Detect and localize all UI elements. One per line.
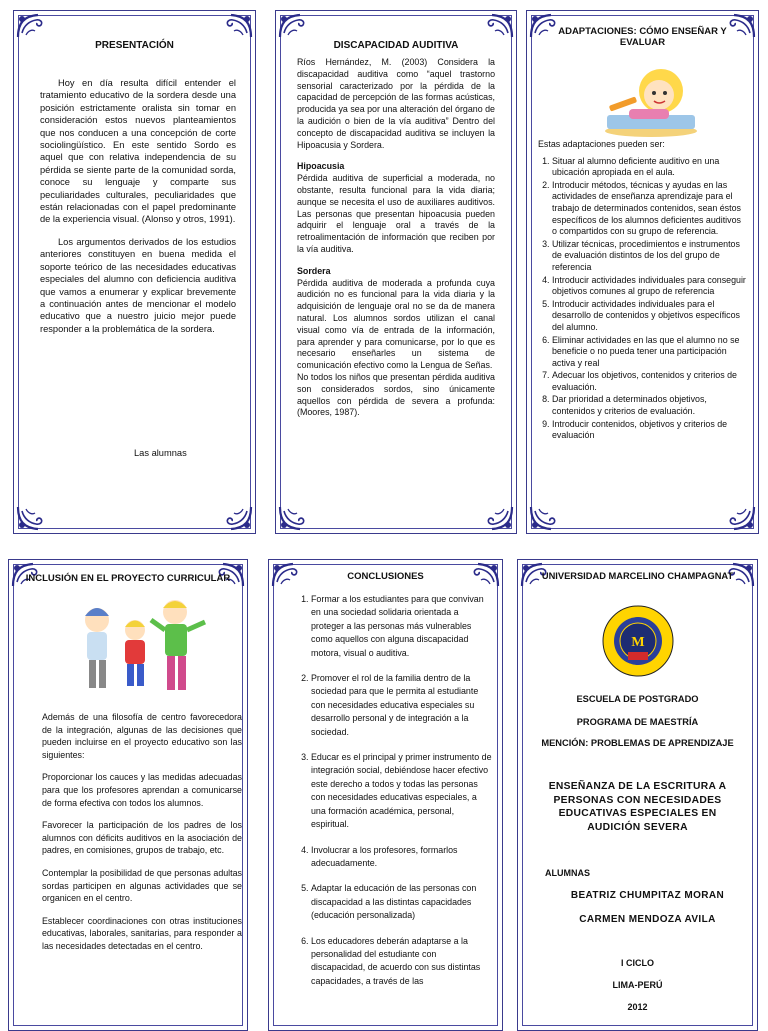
paragraph: Hoy en día resulta difícil entender el tratamiento educativo de la sordera desde una posición estrictamente oralista sin tomar en consideración estos nuevos planteamientos que nos conducen a una concepción de corte sociolingüístico. En este sentido Sordo es aquel que con relativa independencia de su pérdida se siente parte de la comunidad sorda, conoce su lenguaje y comparte sus peculiaridades culturales, peculiaridades que están relacionadas con el papel predominante de la experiencia visual. (Alonso y otros, 1991). — [40, 78, 236, 225]
panel-inclusion — [8, 559, 248, 1031]
panel-title: PRESENTACIÓN — [95, 40, 174, 51]
mention: MENCIÓN: PROBLEMAS DE APRENDIZAJE — [541, 738, 734, 748]
list-item: 5. Introducir actividades individuales para el desarrollo de contenidos y objetivos específicos del alumno. — [552, 299, 746, 334]
adaptaciones-list — [538, 139, 746, 443]
program-name: PROGRAMA DE MAESTRÍA — [576, 717, 699, 727]
panel-title: INCLUSIÓN EN EL PROYECTO CURRICULAR — [25, 573, 231, 584]
children-illustration — [67, 590, 215, 700]
list-item: 7. Adecuar los objetivos, contenidos y criterios de evaluación. — [552, 370, 746, 393]
list-item: 4. Introducir actividades individuales para conseguir objetivos comunes al grupo de referencia — [552, 275, 746, 298]
paragraph: No todos los niños que presentan pérdida auditiva son considerados sordos, sino únicamente aquellos con pérdida de severa a profunda: (Moores, 1987). — [297, 371, 495, 418]
ornament-corner — [16, 505, 48, 531]
list-item: 1. Situar al alumno deficiente auditivo en una ubicación apropiada en el aula. — [552, 156, 746, 179]
paragraph: Además de una filosofía de centro favorecedora de la integración, algunas de las decisiones que pueden incluirse en el proyecto educativo son las siguientes: — [42, 712, 242, 760]
student-name: BEATRIZ CHUMPITAZ MORAN — [570, 890, 725, 901]
numbered-list — [538, 156, 746, 442]
panel-discapacidad-auditiva — [275, 10, 517, 534]
ornament-corner — [724, 505, 756, 531]
list-item: 8. Dar prioridad a determinados objetivos, contenidos y criterios de evaluación. — [552, 394, 746, 417]
school-name: ESCUELA DE POSTGRADO — [576, 694, 699, 704]
year: 2012 — [627, 1002, 648, 1012]
ornament-corner — [221, 505, 253, 531]
paragraph: Los argumentos derivados de los estudios anteriores constituyen en buena medida el soporte teórico de las necesidades educativas especiales del alumno con deficiencia auditiva que vamos a enumerar y explicar brevemente a continuación antes de mencionar el modelo educativo que a nuestro juicio mejor puede responder a la problemática de la sordera. — [40, 236, 236, 334]
paragraph: Pérdida auditiva de moderada a profunda cuya audición no es funcional para la vida diaria y la adquisición de lenguaje oral no se da de manera natural. Los alumnos sordos utilizan el canal visual como vía de entrada de la información, para aprender y para comunicarse, por lo que es necesario enseñarles un sistema de comunicación efectivo como la Lengua de Señas. — [297, 277, 495, 371]
panel-adaptaciones — [526, 10, 759, 534]
thesis-title: ENSEÑANZA DE LA ESCRITURA A PERSONAS CON NECESIDADES EDUCATIVAS ESPECIALES EN AUDICIÓN SEVERA — [548, 781, 727, 833]
list-item: 1. Formar a los estudiantes para que convivan en una sociedad solidaria orientada a proteger a las personas más vulnerables como aquellos con alguna discapacidad motora, visual o auditiva. — [311, 593, 492, 660]
paragraph: Proporcionar los cauces y las medidas adecuadas para que los profesores aprendan a comunicarse de forma efectiva con todos los alumnos. — [42, 772, 242, 808]
list-item: 4. Involucrar a los profesores, formarlos adecuadamente. — [311, 844, 492, 871]
paragraph: Contemplar la posibilidad de que personas adultas sordas participen en algunas actividades que se organicen en el centro. — [42, 867, 242, 904]
list-item: 3. Utilizar técnicas, procedimientos e instrumentos de evaluación distintos de los del grupo de referencia — [552, 239, 746, 274]
university-name: UNIVERSIDAD MARCELINO CHAMPAGNAT — [541, 571, 734, 581]
students-label: ALUMNAS — [545, 868, 590, 878]
cycle: I CICLO — [621, 958, 654, 968]
paragraph: Establecer coordinaciones con otras instituciones educativas, laborales, sanitarias, para responder a las necesidades detectadas en el centro. — [42, 915, 242, 951]
ornament-corner — [278, 13, 310, 39]
list-item: 2. Introducir métodos, técnicas y ayudas en las actividades de enseñanza aprendizaje para el trabajo de determinados contenidos, sean éstos específicos de los alumnos deficientes auditivos o compartidos con su grupo de referencia. — [552, 180, 746, 238]
panel-title: CONCLUSIONES — [347, 571, 424, 582]
panel-portada — [517, 559, 758, 1031]
list-item: 3. Educar es el principal y primer instrumento de integración social, debiéndose hacer efectivo este derecho a todos y todas las personas con necesidades educativas especiales, a una formación académica, personal, espiritual. — [311, 751, 492, 831]
list-item: 6. Los educadores deberán adaptarse a la personalidad del estudiante con discapacidad, de acuerdo con sus distintas capacidades, a través de las — [311, 935, 492, 989]
student-name: CARMEN MENDOZA AVILA — [579, 914, 716, 925]
subheading: Sordera — [297, 265, 331, 276]
list-item: 5. Adaptar la educación de las personas con discapacidad a las distintas capacidades (educación personalizada) — [311, 882, 492, 922]
panel-title: ADAPTACIONES: CÓMO ENSEÑAR Y EVALUAR — [558, 26, 727, 48]
panel-presentacion — [13, 10, 256, 534]
list-item: 9. Introducir contenidos, objetivos y criterios de evaluación — [552, 419, 746, 442]
ornament-corner — [221, 13, 253, 39]
paragraph: Favorecer la participación de los padres de los alumnos con déficits auditivos en la asociación de padres, en comisiones, grupos de trabajo, etc. — [42, 820, 242, 856]
paragraph: Ríos Hernández, M. (2003) Considera la discapacidad auditiva como “aquel trastorno sensorial caracterizado por la pérdida de la capacidad de percepción de las formas acústicas, producida ya sea por una alteración del órgano de la audición o bien de la vía auditiva” Dentro del concepto de discapacidad auditiva se incluyen la Hipoacusia y Sordera. — [297, 57, 495, 150]
ornament-corner — [529, 505, 561, 531]
ornament-corner — [16, 13, 48, 39]
university-seal-logo — [602, 604, 674, 678]
ornament-corner — [482, 13, 514, 39]
list-intro: Estas adaptaciones pueden ser: — [538, 139, 665, 149]
subheading: Hipoacusia — [297, 161, 345, 172]
panel-title: DISCAPACIDAD AUDITIVA — [333, 40, 459, 51]
signature: Las alumnas — [134, 448, 187, 458]
ornament-corner — [278, 505, 310, 531]
list-item: 6. Eliminar actividades en las que el alumno no se beneficie o no pueda tener una participación activa y real — [552, 335, 746, 370]
paragraph: Pérdida auditiva de superficial a moderada, no obstante, resulta funcional para la vida diaria; aunque se necesita el uso de auxiliares auditivos. Las personas que presentan hipoacusia pueden adquirir el lenguaje oral a través de la retroalimentación de información que reciben por la vía auditiva. — [297, 173, 495, 254]
list-item: 2. Promover el rol de la familia dentro de la sociedad para que le permita al estudiante con necesidades educativa especiales su desarrollo personal y de integración a la sociedad. — [311, 672, 492, 739]
svg-text:M: M — [631, 635, 645, 650]
ornament-corner — [482, 505, 514, 531]
girl-writing-illustration — [599, 61, 703, 139]
place: LIMA-PERÚ — [612, 980, 663, 990]
numbered-list — [297, 593, 492, 988]
panel-conclusiones — [268, 559, 503, 1031]
